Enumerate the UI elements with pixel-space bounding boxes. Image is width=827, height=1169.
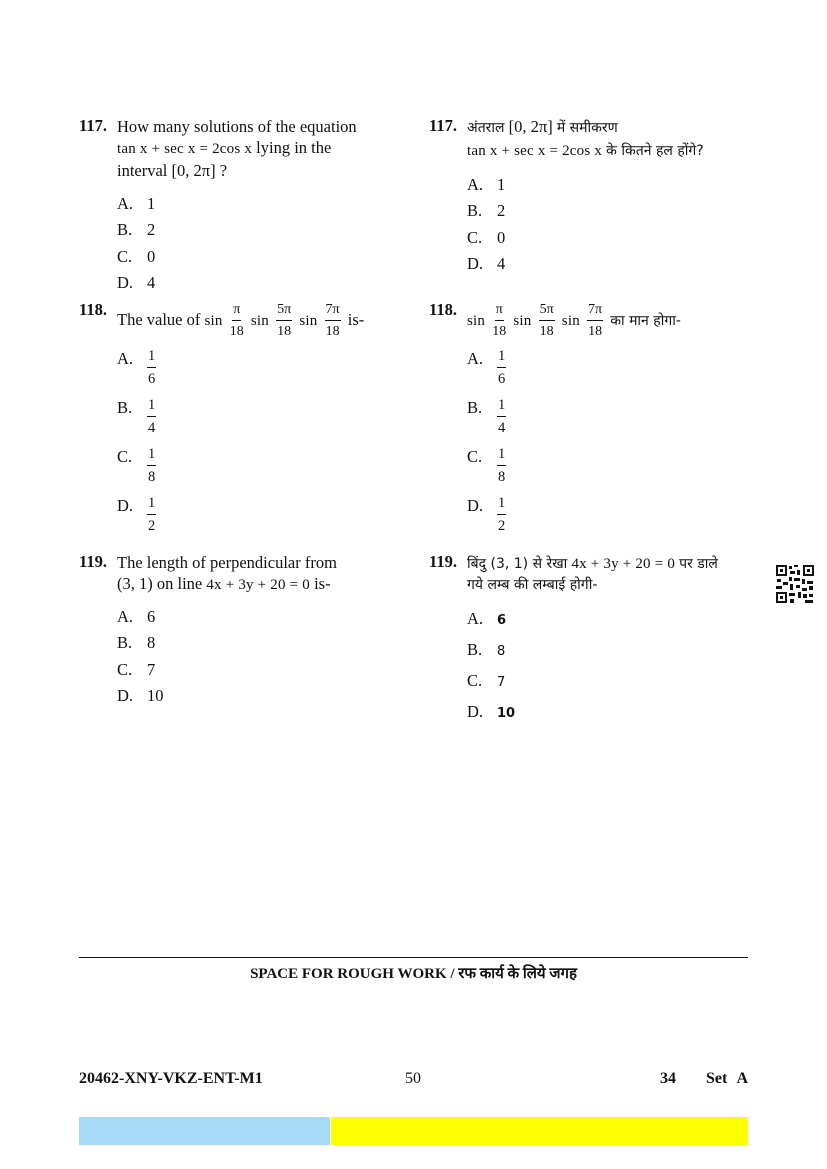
question-fragment: is-: [314, 574, 331, 593]
sin-term: sin: [467, 312, 486, 329]
option-value: 10: [147, 686, 164, 706]
denominator: 8: [148, 469, 156, 485]
option-value: 1: [147, 194, 156, 213]
sin-term: sin: [561, 312, 580, 329]
question-fragment: is-: [347, 309, 365, 329]
option-b: [467, 637, 754, 668]
option-label: D.: [117, 273, 134, 293]
option-b: [117, 217, 399, 243]
question-fragment: का मान होगा-: [610, 312, 681, 329]
equation: tan x + sec x = 2cos x: [117, 141, 253, 157]
set-label: 34 Set A: [660, 1070, 748, 1087]
fraction: [147, 495, 156, 535]
fraction: [147, 446, 156, 486]
option-label: C.: [467, 227, 483, 247]
option-label: B.: [467, 398, 483, 417]
option-label: A.: [467, 175, 484, 194]
option-value: 10: [497, 706, 516, 721]
option-a: [467, 606, 754, 637]
fraction: [492, 302, 506, 340]
option-label: A.: [467, 609, 484, 628]
numerator: 5π: [276, 302, 292, 321]
option-a: [467, 172, 754, 198]
interval: [0, 2π]: [508, 117, 553, 136]
question-fragment: ?: [219, 161, 228, 180]
english-column: [79, 116, 399, 710]
denominator: 4: [148, 420, 156, 436]
fraction: [276, 302, 292, 340]
equation: tan x + sec x = 2cos x: [467, 143, 603, 159]
question-line: [467, 139, 754, 162]
question-line: The length of perpendicular from: [117, 553, 337, 572]
numerator: 1: [497, 348, 506, 368]
question-119-en: [79, 552, 399, 710]
option-label: C.: [117, 659, 133, 679]
numerator: 7π: [587, 302, 603, 321]
question-fragment: lying in the: [256, 138, 332, 157]
fraction: [147, 397, 156, 437]
option-label: D.: [467, 496, 484, 515]
option-d: [467, 251, 754, 277]
option-b: [117, 397, 399, 446]
option-label: D.: [467, 254, 484, 274]
sin-term: sin: [204, 312, 223, 329]
option-value: 2: [497, 201, 506, 221]
question-text: [117, 116, 399, 181]
option-c: [117, 657, 399, 683]
question-118-hi: [429, 300, 754, 552]
option-label: B.: [117, 633, 133, 653]
option-value: 6: [497, 613, 507, 628]
question-fragment: interval: [117, 161, 168, 180]
booklet-code: 20462-XNY-VKZ-ENT-M1: [79, 1070, 263, 1087]
denominator: 8: [498, 469, 506, 485]
question-117-hi: [429, 116, 754, 300]
question-fragment: पर डाले: [679, 556, 718, 572]
denominator: 4: [498, 420, 506, 436]
option-label: A.: [467, 349, 484, 368]
denominator: 18: [492, 324, 507, 339]
question-line: [117, 160, 399, 181]
option-label: C.: [467, 671, 483, 690]
question-line: [117, 573, 399, 596]
question-text: [467, 300, 754, 340]
option-b: [467, 397, 754, 446]
option-label: C.: [117, 447, 133, 466]
option-label: A.: [117, 607, 134, 626]
question-text: [117, 552, 399, 596]
rough-work-heading: SPACE FOR ROUGH WORK / रफ कार्य के लिये जगह: [250, 966, 577, 982]
option-value: 2: [147, 220, 156, 240]
option-b: [117, 630, 399, 656]
denominator: 6: [148, 371, 156, 387]
question-fragment: (3, 1) on line: [117, 574, 203, 593]
option-value: 0: [147, 246, 156, 266]
option-c: [467, 446, 754, 495]
options-list: [117, 348, 399, 544]
option-c: [117, 446, 399, 495]
question-text: [467, 552, 754, 596]
fraction: [497, 397, 506, 437]
qr-code-icon: [775, 564, 815, 604]
option-d: [467, 699, 754, 730]
options-list: [467, 172, 754, 278]
option-value: 4: [497, 254, 506, 274]
option-d: [117, 270, 399, 296]
question-118-en: [79, 300, 399, 552]
color-band-yellow: [331, 1117, 748, 1145]
option-label: D.: [467, 702, 484, 721]
question-text: [467, 116, 754, 162]
option-label: D.: [117, 686, 134, 706]
denominator: 18: [325, 324, 340, 339]
sin-term: sin: [513, 312, 532, 329]
numerator: 1: [497, 397, 506, 417]
option-value: 1: [497, 175, 506, 194]
numerator: 1: [147, 495, 156, 515]
option-value: 0: [497, 227, 506, 247]
fraction: [497, 446, 506, 486]
denominator: 18: [229, 324, 244, 339]
fraction: [325, 302, 341, 340]
question-fragment: अंतराल: [467, 120, 505, 136]
question-line: गये लम्ब की लम्बाई होगी-: [467, 577, 598, 593]
question-number: 117.: [429, 116, 457, 135]
option-label: A.: [117, 349, 134, 368]
option-label: D.: [117, 496, 134, 515]
option-label: C.: [467, 447, 483, 466]
fraction: [497, 495, 506, 535]
option-value: 8: [147, 633, 156, 653]
option-label: B.: [467, 201, 483, 221]
question-fragment: के कितने हल होंगे?: [606, 143, 704, 159]
option-label: C.: [117, 246, 133, 266]
question-line: [467, 552, 754, 575]
sin-term: sin: [299, 312, 318, 329]
option-a: [117, 604, 399, 630]
question-line: How many solutions of the equation: [117, 117, 357, 136]
option-d: [117, 683, 399, 709]
hindi-column: [429, 116, 754, 730]
question-number: 118.: [429, 300, 457, 319]
line-equation: 4x + 3y + 20 = 0: [571, 556, 676, 572]
fraction: [147, 348, 156, 388]
numerator: 5π: [539, 302, 555, 321]
options-list: [467, 348, 754, 544]
question-fragment: बिंदु (3, 1) से रेखा: [467, 556, 568, 572]
denominator: 2: [498, 518, 506, 534]
options-list: [117, 191, 399, 297]
question-line: [117, 137, 399, 160]
numerator: 1: [497, 495, 506, 515]
option-a: [117, 348, 399, 397]
option-label: B.: [117, 398, 133, 417]
option-a: [117, 191, 399, 217]
numerator: 1: [147, 348, 156, 368]
question-number: 117.: [79, 116, 107, 135]
option-c: [467, 668, 754, 699]
question-number: 119.: [79, 552, 107, 571]
denominator: 2: [148, 518, 156, 534]
option-c: [467, 225, 754, 251]
option-value: 8: [497, 644, 506, 659]
page-number: 50: [405, 1070, 421, 1087]
numerator: 1: [497, 446, 506, 466]
option-value: 4: [147, 273, 156, 293]
option-value: 7: [147, 659, 156, 679]
options-list: [117, 604, 399, 710]
numerator: 1: [147, 446, 156, 466]
option-value: 7: [497, 675, 506, 690]
question-line: [467, 116, 754, 139]
sin-term: sin: [250, 312, 269, 329]
fraction: [587, 302, 603, 340]
denominator: 18: [588, 324, 603, 339]
option-label: A.: [117, 194, 134, 213]
interval: [0, 2π]: [171, 161, 216, 180]
fraction: [230, 302, 244, 340]
option-a: [467, 348, 754, 397]
denominator: 18: [277, 324, 292, 339]
numerator: π: [232, 302, 241, 321]
denominator: 18: [539, 324, 554, 339]
question-number: 119.: [429, 552, 457, 571]
option-d: [117, 495, 399, 544]
option-label: B.: [117, 220, 133, 240]
question-text: [117, 300, 399, 340]
color-band-blue: [79, 1117, 330, 1145]
option-d: [467, 495, 754, 544]
rough-work-divider: [79, 957, 748, 958]
question-119-hi: [429, 552, 754, 730]
options-list: [467, 606, 754, 730]
fraction: [497, 348, 506, 388]
option-value: 6: [147, 607, 156, 626]
question-number: 118.: [79, 300, 107, 319]
numerator: 1: [147, 397, 156, 417]
question-fragment: The value of: [117, 309, 201, 329]
option-label: B.: [467, 640, 483, 659]
denominator: 6: [498, 371, 506, 387]
option-b: [467, 198, 754, 224]
option-c: [117, 244, 399, 270]
fraction: [539, 302, 555, 340]
line-equation: 4x + 3y + 20 = 0: [206, 577, 310, 593]
question-fragment: में समीकरण: [556, 120, 618, 136]
numerator: π: [495, 302, 504, 321]
question-117-en: [79, 116, 399, 300]
numerator: 7π: [325, 302, 341, 321]
